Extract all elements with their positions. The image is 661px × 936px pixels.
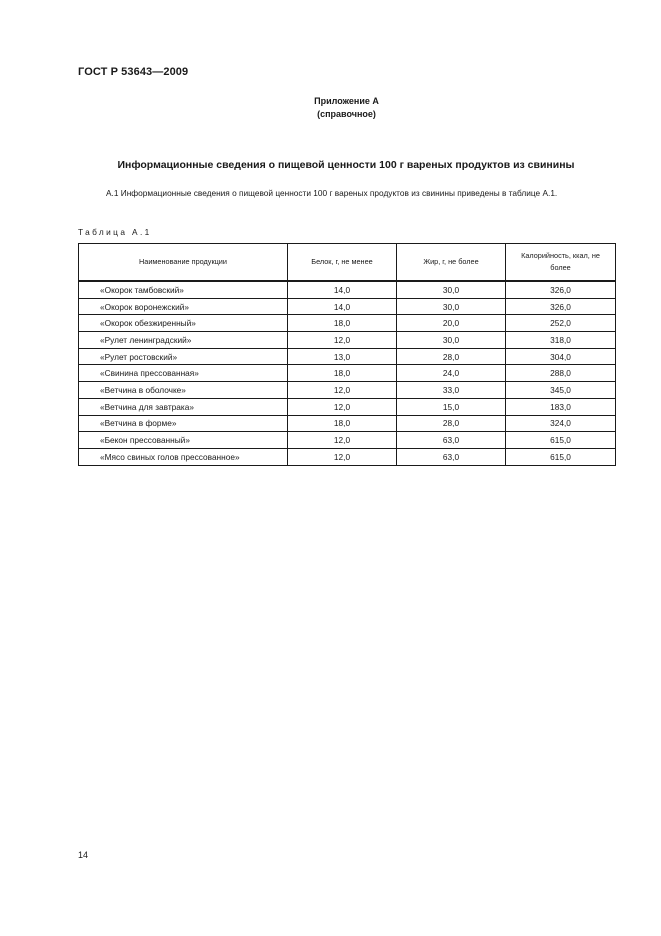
product-name-cell: «Окорок обезжиренный» <box>79 315 288 332</box>
fat-cell: 30,0 <box>397 332 506 349</box>
fat-cell: 24,0 <box>397 365 506 382</box>
fat-cell: 28,0 <box>397 415 506 432</box>
calories-cell: 183,0 <box>506 398 616 415</box>
column-header-protein: Белок, г, не менее <box>288 244 397 282</box>
fat-cell: 28,0 <box>397 348 506 365</box>
calories-cell: 326,0 <box>506 298 616 315</box>
table-row <box>79 382 616 399</box>
nutrition-table <box>78 243 616 466</box>
table-row <box>79 315 616 332</box>
product-name-cell: «Рулет ленинградский» <box>79 332 288 349</box>
table-row <box>79 415 616 432</box>
protein-cell: 12,0 <box>288 398 397 415</box>
protein-cell: 12,0 <box>288 382 397 399</box>
protein-cell: 18,0 <box>288 415 397 432</box>
product-name-cell: «Окорок воронежский» <box>79 298 288 315</box>
product-name-cell: «Окорок тамбовский» <box>79 281 288 298</box>
table-header-row <box>79 244 616 282</box>
calories-cell: 615,0 <box>506 432 616 449</box>
product-name-cell: «Свинина прессованная» <box>79 365 288 382</box>
column-header-product: Наименование продукции <box>79 244 288 282</box>
calories-cell: 324,0 <box>506 415 616 432</box>
product-name-cell: «Бекон прессованный» <box>79 432 288 449</box>
table-row <box>79 432 616 449</box>
column-header-calories: Калорийность, ккал, не более <box>506 244 616 282</box>
calories-cell: 326,0 <box>506 281 616 298</box>
section-heading: Информационные сведения о пищевой ценности 100 г вареных продуктов из свинины <box>117 159 575 171</box>
standard-code: ГОСТ Р 53643—2009 <box>78 66 189 78</box>
table-row <box>79 281 616 298</box>
table-row <box>79 332 616 349</box>
column-header-fat: Жир, г, не более <box>397 244 506 282</box>
protein-cell: 14,0 <box>288 298 397 315</box>
calories-cell: 304,0 <box>506 348 616 365</box>
protein-cell: 13,0 <box>288 348 397 365</box>
fat-cell: 15,0 <box>397 398 506 415</box>
calories-cell: 318,0 <box>506 332 616 349</box>
protein-cell: 12,0 <box>288 432 397 449</box>
calories-cell: 345,0 <box>506 382 616 399</box>
protein-cell: 18,0 <box>288 365 397 382</box>
appendix-subtitle: (справочное) <box>317 109 376 119</box>
page-number: 14 <box>78 850 89 860</box>
fat-cell: 63,0 <box>397 448 506 465</box>
product-name-cell: «Ветчина в оболочке» <box>79 382 288 399</box>
table-label: Таблица А.1 <box>78 227 152 237</box>
fat-cell: 30,0 <box>397 298 506 315</box>
calories-cell: 615,0 <box>506 448 616 465</box>
fat-cell: 33,0 <box>397 382 506 399</box>
product-name-cell: «Ветчина для завтрака» <box>79 398 288 415</box>
table-row <box>79 398 616 415</box>
fat-cell: 30,0 <box>397 281 506 298</box>
protein-cell: 12,0 <box>288 332 397 349</box>
table-row <box>79 348 616 365</box>
table-row <box>79 448 616 465</box>
fat-cell: 63,0 <box>397 432 506 449</box>
calories-cell: 252,0 <box>506 315 616 332</box>
protein-cell: 18,0 <box>288 315 397 332</box>
protein-cell: 12,0 <box>288 448 397 465</box>
product-name-cell: «Рулет ростовский» <box>79 348 288 365</box>
protein-cell: 14,0 <box>288 281 397 298</box>
product-name-cell: «Мясо свиных голов прессованное» <box>79 448 288 465</box>
table-row <box>79 298 616 315</box>
appendix-title: Приложение А <box>314 96 379 106</box>
table-row <box>79 365 616 382</box>
fat-cell: 20,0 <box>397 315 506 332</box>
product-name-cell: «Ветчина в форме» <box>79 415 288 432</box>
calories-cell: 288,0 <box>506 365 616 382</box>
section-paragraph: А.1 Информационные сведения о пищевой ценности 100 г вареных продуктов из свинины приведены в таблице А.1. <box>106 188 558 198</box>
